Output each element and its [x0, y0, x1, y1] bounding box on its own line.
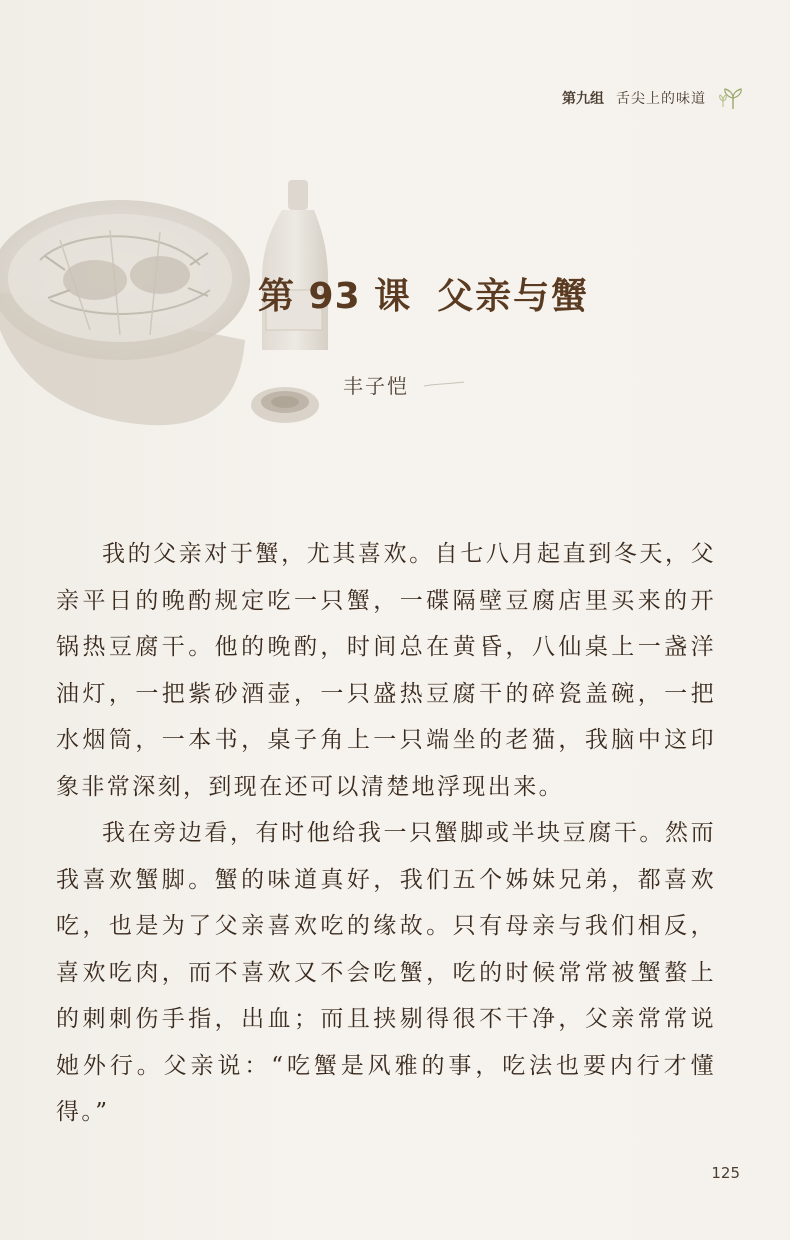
unit-theme: 舌尖上的味道 — [616, 91, 706, 107]
paragraph: 我在旁边看，有时他给我一只蟹脚或半块豆腐干。然而我喜欢蟹脚。蟹的味道真好，我们五个姊妹兄弟，都喜欢吃，也是为了父亲喜欢吃的缘故。只有母亲与我们相反，喜欢吃肉，而不喜欢又不会吃蟹，吃的时候常常被蟹螯上的刺刺伤手指，出血；而且挟剔得很不干净，父亲常常说她外行。父亲说：“吃蟹是风雅的事，吃法也要内行才懂得。” — [56, 820, 716, 1125]
unit-label: 第九组 — [562, 91, 604, 107]
author-underline-decoration — [424, 381, 464, 389]
lesson-heading — [258, 268, 589, 319]
lesson-body — [56, 531, 716, 1136]
page-number: 125 — [711, 1164, 740, 1182]
paragraph: 我的父亲对于蟹，尤其喜欢。自七八月起直到冬天，父亲平日的晚酌规定吃一只蟹，一碟隔壁豆腐店里买来的开锅热豆腐干。他的晚酌，时间总在黄昏，八仙桌上一盏洋油灯，一把紫砂酒壶，一只盛热豆腐干的碎瓷盖碗，一把水烟筒，一本书，桌子角上一只端坐的老猫，我脑中这印象非常深刻，到现在还可以清楚地浮现出来。 — [56, 541, 716, 800]
sprout-icon — [718, 86, 748, 110]
lesson-title: 父亲与蟹 — [437, 276, 590, 317]
running-header — [562, 86, 748, 110]
author-name: 丰子恺 — [343, 374, 409, 398]
lesson-number: 第 93 课 — [258, 276, 412, 317]
